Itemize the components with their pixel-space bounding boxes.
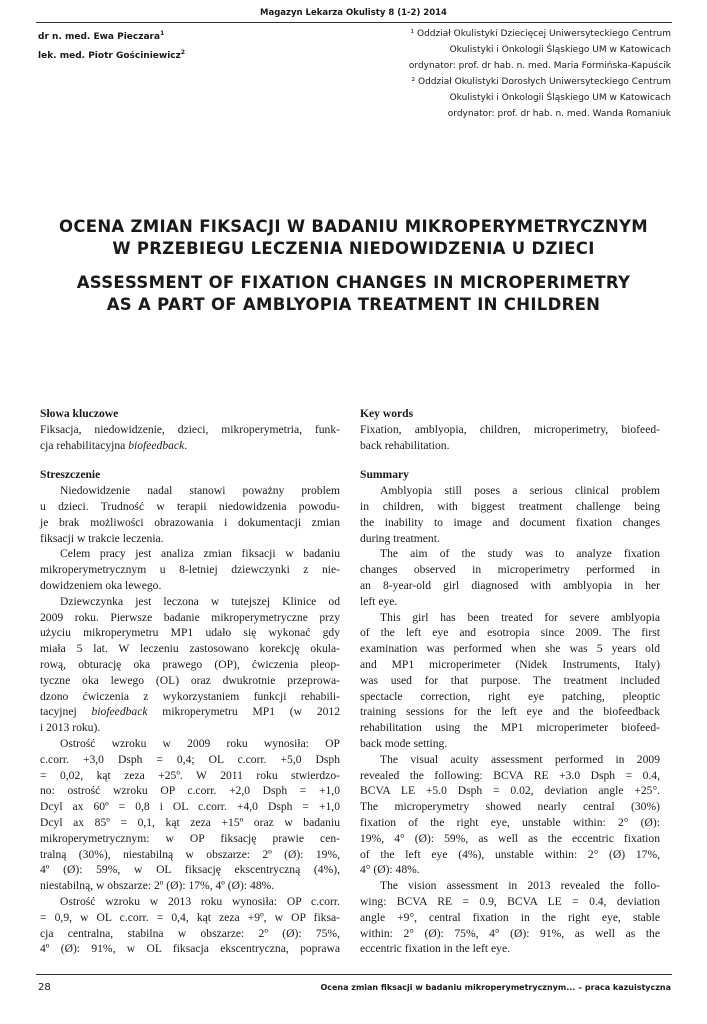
paragraph-line: BCVA LE +5.0 Dsph = 0.02, deviation angle +25°. (360, 784, 660, 798)
paragraph-line: fiksacji w trakcie leczenia. (40, 531, 164, 545)
paragraph-line: in children, with biggest treatment challenge being (360, 499, 660, 513)
keywords-heading: Key words (360, 407, 414, 420)
paragraph-line: tralną (30%), niestabilną w obszarze: 2º (Ø): 19%, (40, 847, 340, 861)
footer-rule (36, 974, 672, 975)
paragraph-line: Ostrość wzroku w 2013 roku wynosiła: OP c.corr. (60, 894, 340, 908)
paragraph-line: angle +9°, central fixation in the right eye, stable (360, 910, 660, 924)
paragraph-line: changes observed in microperimetry performed in (360, 563, 660, 577)
paragraph-line: wing: BCVA RE = 0.9, BCVA LE = 0.4, deviation (360, 894, 660, 908)
paragraph-line: je brak możliwości obrazowania i dokumentacji zmian (40, 515, 340, 529)
paragraph-line: The vision assessment in 2013 revealed the follo- (380, 879, 660, 893)
title-polish-line-1: OCENA ZMIAN FIKSACJI W BADANIU MIKROPERYMETRYCZNYM (59, 217, 648, 236)
paragraph-line: rehabilitation using the MP1 microperimeter biofeed- (360, 721, 660, 735)
title-english-line-2: AS A PART OF AMBLYOPIA TREATMENT IN CHILDREN (106, 295, 601, 314)
paragraph-line: training sessions for the left eye and the biofeedback (360, 705, 660, 719)
author-list (38, 26, 185, 64)
paragraph-line: 4º (Ø): 91%, w OL fiksacja ekscentryczna, poprawa (40, 942, 340, 956)
paragraph-line: dzono ćwiczenia z wykorzystaniem funkcji rehabili- (40, 689, 340, 703)
paragraph-line: Dcyl ax 60º = 0,8 i OL c.corr. +4,0 Dsph = +1,0 (40, 800, 340, 814)
paragraph-line: dowidzeniem oka lewego. (40, 578, 162, 592)
title-english-line-1: ASSESSMENT OF FIXATION CHANGES IN MICROPERIMETRY (76, 273, 631, 292)
paragraph-line: spectacle correction, right eye patching, pleoptic (360, 689, 660, 703)
paragraph-line: eccentric fixation in the left eye. (360, 942, 510, 956)
keywords-line: Fiksacja, niedowidzenie, dzieci, mikroperymetria, funk- (40, 422, 340, 436)
paragraph-line: Dziewczynka jest leczona w tutejszej Klinice od (60, 594, 340, 608)
paragraph-line: The aim of the study was to analyze fixation (380, 547, 660, 561)
paragraph-line: cja centralna, stabilna w obszarze: 2º (Ø): 75%, (40, 926, 340, 940)
keywords-line: Fixation, amblyopia, children, microperimetry, biofeed- (360, 422, 660, 436)
article-titles (0, 216, 707, 316)
paragraph-line: 2009 roku. Pierwsze badanie mikroperymetryczne przy (40, 610, 340, 624)
paragraph-line: mikroperymetrycznym: w OP fiksację prawie cen- (40, 831, 340, 845)
paragraph-line: = 0,02, kąt zeza +25º. W 2011 roku stwierdzo- (40, 768, 340, 782)
paragraph-line: and MP1 microperimeter (Nidek Instruments, Italy) (360, 657, 660, 671)
paragraph-line: Ostrość wzroku w 2009 roku wynosiła: OP (60, 736, 340, 750)
paragraph-line: Celem pracy jest analiza zmian fiksacji w badaniu (60, 547, 340, 561)
affiliation-line: Okulistyki i Onkologii Śląskiego UM w Katowicach (449, 93, 671, 103)
paragraph-line: rową, obturację oka prawego (OP), ćwiczenia pleop- (40, 657, 340, 671)
paragraph-line: an 8-year-old girl diagnosed with amblyopia in her (360, 578, 660, 592)
paragraph-line: The microperymetry showed nearly central (30%) (360, 800, 660, 814)
paragraph-line: revealed the following: BCVA RE +3.0 Dsph = 0.4, (360, 768, 660, 782)
paragraph-line: examination was performed when she was 5 years old (360, 642, 660, 656)
paragraph-line: left eye. (360, 594, 398, 608)
paragraph-line: tyczne oka lewego (OL) oraz dwukrotnie przeprowa- (40, 673, 340, 687)
affiliation-line: ordynator: prof. dr hab. n. med. Maria Formińska-Kapuścik (408, 61, 671, 71)
title-polish-line-2: W PRZEBIEGU LECZENIA NIEDOWIDZENIA U DZIECI (112, 239, 595, 258)
affiliations (409, 26, 671, 122)
paragraph-line: within: 2° (Ø): 75%, 4° (Ø): 91%, as well as the (360, 926, 660, 940)
paragraph-line: of the left eye and esotropia since 2009. The first (360, 626, 660, 640)
journal-header: Magazyn Lekarza Okulisty 8 (1-2) 2014 (260, 8, 447, 18)
polish-abstract-column (40, 406, 340, 957)
abstract-heading: Streszczenie (40, 468, 101, 482)
header-rule (36, 22, 672, 23)
paragraph-line: niestabilną, w obszarze: 2º (Ø): 17%, 4º (Ø): 48%. (40, 879, 275, 893)
paragraph-line: 4º (Ø): 59%, w OL fiksację ekscentryczną (4%), (40, 863, 340, 877)
keywords-line: cja rehabilitacyjna biofeedback. (40, 438, 188, 452)
paragraph-line: 19%, 4° (Ø): 59%, as well as the eccentric fixation (360, 831, 660, 845)
affiliation-line: ¹ Oddział Okulistyki Dziecięcej Uniwersyteckiego Centrum (410, 29, 671, 39)
paragraph-line: tacyjnej biofeedback mikroperymetru MP1 (w 2012 (40, 705, 341, 719)
paragraph-line: Dcyl ax 85º = 0,1, kąt zeza +15º oraz w badaniu (40, 815, 340, 829)
abstract-heading: Summary (360, 468, 409, 482)
affiliation-line: ordynator: prof. dr hab. n. med. Wanda Romaniuk (447, 109, 671, 119)
paragraph-line: = 0,9, w OL c.corr. = 0,4, kąt zeza +9º, w OP fiksa- (40, 910, 340, 924)
author-1: dr n. med. Ewa Pieczara$^1$ (38, 30, 165, 42)
paragraph-line: was used for that purpose. The treatment included (360, 673, 660, 687)
affiliation-line: Okulistyki i Onkologii Śląskiego UM w Katowicach (449, 45, 671, 55)
paragraph-line: no: ostrość wzroku OP c.corr. +2,0 Dsph = +1,0 (40, 784, 340, 798)
paragraph-line: użyciu mikroperymetru MP1 udało się wykonać gdy (40, 626, 340, 640)
english-abstract-column (360, 406, 660, 957)
paragraph-line: during treatment. (360, 531, 440, 545)
paragraph-line: mikroperymetrycznym u 8-letniej dziewczynki z nie- (40, 563, 340, 577)
affiliation-line: ² Oddział Okulistyki Dorosłych Uniwersyteckiego Centrum (411, 77, 671, 87)
paragraph-line: of the left eye (4%), unstable within: 2° (Ø) 17%, (360, 847, 660, 861)
paragraph-line: fixation of the right eye, unstable within: 2° (Ø): (360, 815, 660, 829)
paragraph-line: This girl has been treated for severe amblyopia (380, 610, 660, 624)
keywords-line: back rehabilitation. (360, 438, 450, 452)
paragraph-line: miała 5 lat. W leczeniu zastosowano korekcję okula- (40, 642, 340, 656)
paragraph-line: the inability to image and document fixation changes (360, 515, 660, 529)
author-2: lek. med. Piotr Gościniewicz$^2$ (38, 49, 186, 61)
page-number: 28 (38, 982, 51, 993)
paragraph-line: i 2013 roku). (40, 721, 101, 735)
paragraph-line: Amblyopia still poses a serious clinical problem (380, 484, 660, 498)
keywords-heading: Słowa kluczowe (40, 407, 119, 420)
paragraph-line: Niedowidzenie nadal stanowi poważny problem (60, 484, 340, 498)
running-title: Ocena zmian fiksacji w badaniu mikroperymetrycznym... – praca kazuistyczna (320, 983, 671, 992)
paragraph-line: back mode setting. (360, 736, 448, 750)
paragraph-line: The visual acuity assessment performed in 2009 (380, 752, 660, 766)
paragraph-line: u dzieci. Trudność w terapii niedowidzenia powodu- (40, 499, 340, 513)
paragraph-line: c.corr. +3,0 Dsph = 0,4; OL c.corr. +5,0 Dsph (40, 752, 340, 766)
paragraph-line: 4° (Ø): 48%. (360, 863, 420, 877)
